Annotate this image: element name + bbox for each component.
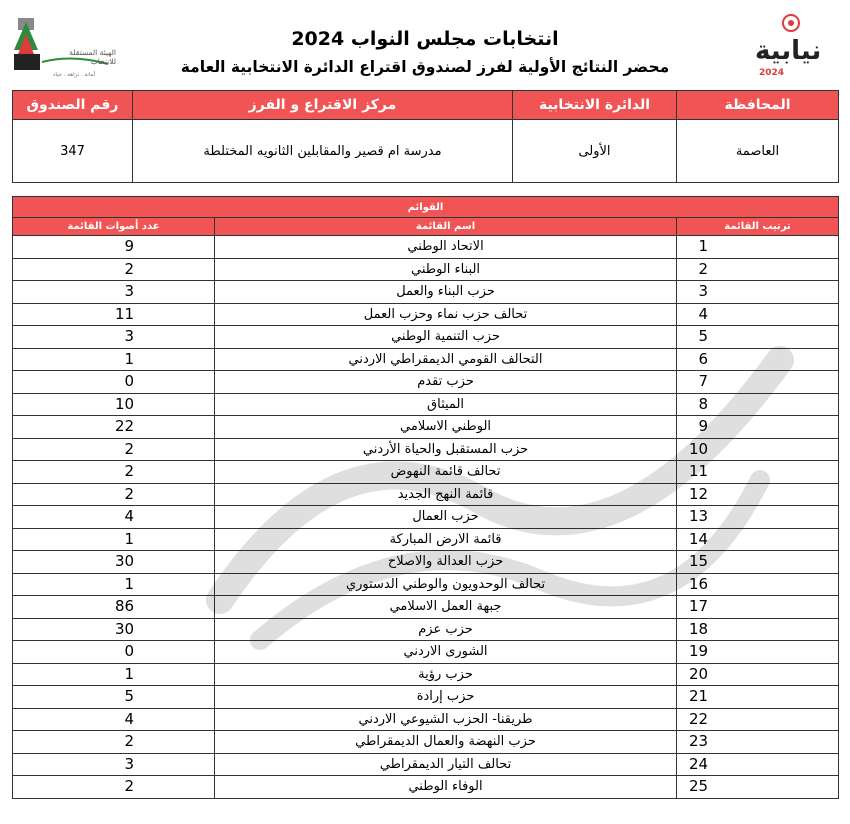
rank-cell: 20: [677, 663, 839, 686]
page-title: انتخابات مجلس النواب 2024: [291, 28, 559, 50]
niyabiya-logo-year: 2024: [759, 68, 785, 78]
table-row: [13, 528, 839, 551]
table-row: [13, 596, 839, 619]
header-polling-center: مركز الاقتراع و الفرز: [133, 91, 513, 120]
list-name-cell: جبهة العمل الاسلامي: [215, 596, 677, 619]
lists-band-header: القوائم: [13, 197, 839, 218]
list-name-cell: حزب التنمية الوطني: [215, 326, 677, 349]
list-name-cell: قائمة الارض المباركة: [215, 528, 677, 551]
table-row: [13, 483, 839, 506]
votes-cell: 0: [13, 641, 215, 664]
rank-cell: 21: [677, 686, 839, 709]
table-row: [13, 348, 839, 371]
votes-cell: 4: [13, 506, 215, 529]
rank-cell: 9: [677, 416, 839, 439]
rank-cell: 25: [677, 776, 839, 799]
votes-cell: 2: [13, 461, 215, 484]
table-row: [13, 438, 839, 461]
governorate-value: العاصمة: [677, 120, 839, 183]
rank-cell: 10: [677, 438, 839, 461]
table-row: [13, 506, 839, 529]
votes-cell: 9: [13, 236, 215, 259]
votes-cell: 1: [13, 663, 215, 686]
header-box-number: رقم الصندوق: [13, 91, 133, 120]
rank-cell: 5: [677, 326, 839, 349]
header-district: الدائرة الانتخابية: [513, 91, 677, 120]
rank-cell: 11: [677, 461, 839, 484]
rank-cell: 7: [677, 371, 839, 394]
document-header: [0, 0, 850, 86]
lists-results-table: [12, 196, 839, 799]
votes-cell: 1: [13, 573, 215, 596]
table-row: [13, 663, 839, 686]
rank-cell: 15: [677, 551, 839, 574]
votes-cell: 86: [13, 596, 215, 619]
table-row: [13, 461, 839, 484]
list-name-cell: الوفاء الوطني: [215, 776, 677, 799]
list-name-cell: حزب العمال: [215, 506, 677, 529]
rank-cell: 8: [677, 393, 839, 416]
iec-logo-name: الهيئة المستقلة للانتخاب: [69, 48, 116, 66]
box-number-value: 347: [13, 120, 133, 183]
list-name-cell: الشورى الاردني: [215, 641, 677, 664]
votes-cell: 2: [13, 776, 215, 799]
list-name-cell: التحالف القومي الديمقراطي الاردني: [215, 348, 677, 371]
rank-cell: 13: [677, 506, 839, 529]
list-name-cell: حزب النهضة والعمال الديمقراطي: [215, 731, 677, 754]
niyabiya-logo-word: نيابية: [755, 36, 822, 66]
list-name-cell: تحالف حزب نماء وحزب العمل: [215, 303, 677, 326]
page-subtitle: محضر النتائج الأولية لفرز لصندوق اقتراع الدائرة الانتخابية العامة: [180, 58, 670, 76]
votes-cell: 1: [13, 528, 215, 551]
header-governorate: المحافظة: [677, 91, 839, 120]
rank-cell: 16: [677, 573, 839, 596]
rank-cell: 12: [677, 483, 839, 506]
votes-cell: 2: [13, 258, 215, 281]
votes-cell: 4: [13, 708, 215, 731]
table-row: [13, 326, 839, 349]
rank-cell: 2: [677, 258, 839, 281]
table-row: [13, 416, 839, 439]
iec-logo: [12, 14, 116, 82]
votes-cell: 11: [13, 303, 215, 326]
rank-cell: 6: [677, 348, 839, 371]
rank-cell: 17: [677, 596, 839, 619]
rank-cell: 3: [677, 281, 839, 304]
table-row: [13, 393, 839, 416]
votes-cell: 1: [13, 348, 215, 371]
table-row: [13, 236, 839, 259]
list-name-cell: طريقنا- الحزب الشيوعي الاردني: [215, 708, 677, 731]
ballot-box-info-table: [12, 90, 839, 183]
list-name-cell: تحالف التيار الديمقراطي: [215, 753, 677, 776]
column-header-rank: ترتيب القائمة: [677, 218, 839, 236]
table-row: [13, 776, 839, 799]
list-name-cell: البناء الوطني: [215, 258, 677, 281]
niyabiya-logo: [745, 12, 837, 84]
list-name-cell: حزب إرادة: [215, 686, 677, 709]
votes-cell: 0: [13, 371, 215, 394]
table-row: [13, 258, 839, 281]
votes-cell: 2: [13, 731, 215, 754]
table-row: [13, 303, 839, 326]
table-row: [13, 618, 839, 641]
column-header-list-name: اسم القائمة: [215, 218, 677, 236]
list-name-cell: الوطني الاسلامي: [215, 416, 677, 439]
list-name-cell: الاتحاد الوطني: [215, 236, 677, 259]
column-header-votes: عدد أصوات القائمة: [13, 218, 215, 236]
table-row: [13, 708, 839, 731]
table-row: [13, 281, 839, 304]
list-name-cell: حزب العدالة والاصلاح: [215, 551, 677, 574]
table-row: [13, 641, 839, 664]
rank-cell: 4: [677, 303, 839, 326]
iec-logo-tagline: أمانة . نزاهة . حياد: [52, 72, 96, 78]
list-name-cell: الميثاق: [215, 393, 677, 416]
list-name-cell: حزب تقدم: [215, 371, 677, 394]
rank-cell: 22: [677, 708, 839, 731]
rank-cell: 24: [677, 753, 839, 776]
list-name-cell: تحالف الوحدويون والوطني الدستوري: [215, 573, 677, 596]
table-row: [13, 371, 839, 394]
votes-cell: 2: [13, 438, 215, 461]
polling-center-value: مدرسة ام قصير والمقابلين الثانويه المختلطة: [133, 120, 513, 183]
rank-cell: 23: [677, 731, 839, 754]
rank-cell: 19: [677, 641, 839, 664]
votes-cell: 2: [13, 483, 215, 506]
votes-cell: 10: [13, 393, 215, 416]
votes-cell: 30: [13, 618, 215, 641]
votes-cell: 3: [13, 326, 215, 349]
table-row: [13, 686, 839, 709]
list-name-cell: حزب البناء والعمل: [215, 281, 677, 304]
votes-cell: 30: [13, 551, 215, 574]
rank-cell: 1: [677, 236, 839, 259]
table-row: [13, 753, 839, 776]
lists-table-body: [13, 236, 839, 799]
rank-cell: 18: [677, 618, 839, 641]
votes-cell: 3: [13, 753, 215, 776]
list-name-cell: قائمة النهج الجديد: [215, 483, 677, 506]
district-value: الأولى: [513, 120, 677, 183]
table-row: [13, 573, 839, 596]
votes-cell: 22: [13, 416, 215, 439]
list-name-cell: حزب عزم: [215, 618, 677, 641]
votes-cell: 5: [13, 686, 215, 709]
table-row: [13, 731, 839, 754]
star-emblem-icon: [745, 12, 837, 36]
votes-cell: 3: [13, 281, 215, 304]
list-name-cell: تحالف قائمة النهوض: [215, 461, 677, 484]
list-name-cell: حزب المستقبل والحياة الأردني: [215, 438, 677, 461]
list-name-cell: حزب رؤية: [215, 663, 677, 686]
rank-cell: 14: [677, 528, 839, 551]
table-row: [13, 551, 839, 574]
